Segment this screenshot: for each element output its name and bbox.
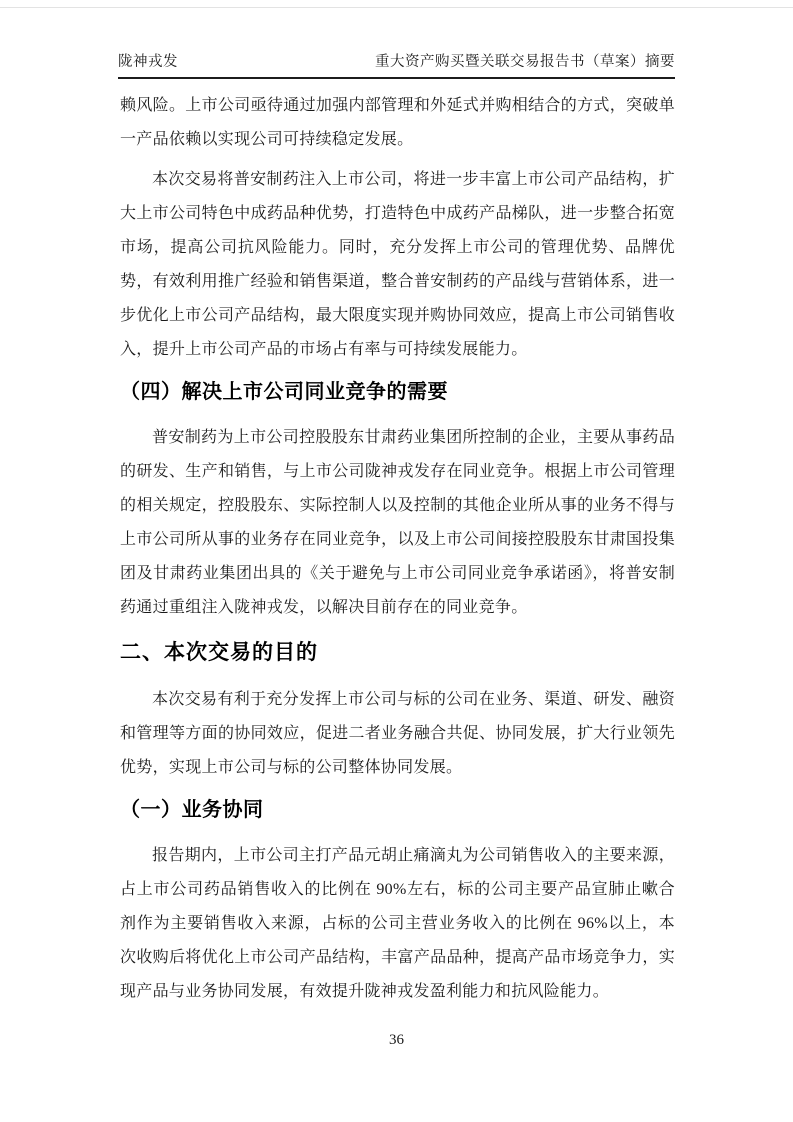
header-company-name: 陇神戎发 xyxy=(118,54,178,70)
body-paragraph: 普安制药为上市公司控股股东甘肃药业集团所控制的企业，主要从事药品的研发、生产和销售，与上市公司陇神戎发存在同业竞争。根据上市公司管理的相关规定，控股股东、实际控制人以及控制的其他企业所从事的业务不得与上市公司所从事的业务存在同业竞争，以及上市公司间接控股股东甘肃国投集团及甘肃药业集团出具的《关于避免与上市公司同业竞争承诺函》，将普安制药通过重组注入陇神戎发，以解决目前存在的同业竞争。 xyxy=(120,429,675,616)
page-edge-artifact xyxy=(0,7,793,8)
body-paragraph: 本次交易有利于充分发挥上市公司与标的公司在业务、渠道、研发、融资和管理等方面的协同效应，促进二者业务融合共促、协同发展，扩大行业领先优势，实现上市公司与标的公司整体协同发展。 xyxy=(120,691,675,776)
header-document-title: 重大资产购买暨关联交易报告书（草案）摘要 xyxy=(375,54,675,70)
body-paragraph-continued: 赖风险。上市公司亟待通过加强内部管理和外延式并购相结合的方式，突破单一产品依赖以实现公司可持续稳定发展。 xyxy=(120,97,675,148)
document-body xyxy=(120,89,675,1015)
section-heading-4-resolve-competition: （四）解决上市公司同业竞争的需要 xyxy=(120,381,448,403)
body-paragraph: 报告期内，上市公司主打产品元胡止痛滴丸为公司销售收入的主要来源，占上市公司药品销售收入的比例在 90%左右，标的公司主要产品宣肺止嗽合剂作为主要销售收入来源，占标的公司主营业务收入的比例在 96%以上，本次收购后将优化上市公司产品结构，丰富产品品种，提高产品市场竞争力，实现产品与业务协同发展，有效提升陇神戎发盈利能力和抗风险能力。 xyxy=(120,847,675,1000)
running-header xyxy=(118,50,675,79)
section-heading-1-business-synergy: （一）业务协同 xyxy=(120,799,264,821)
body-paragraph: 本次交易将普安制药注入上市公司，将进一步丰富上市公司产品结构，扩大上市公司特色中成药品种优势，打造特色中成药产品梯队，进一步整合拓宽市场，提高公司抗风险能力。同时，充分发挥上市公司的管理优势、品牌优势，有效利用推广经验和销售渠道，整合普安制药的产品线与营销体系，进一步优化上市公司产品结构，最大限度实现并购协同效应，提高上市公司销售收入，提升上市公司产品的市场占有率与可持续发展能力。 xyxy=(120,171,675,358)
page-number: 36 xyxy=(389,1032,404,1048)
chapter-heading-2-transaction-purpose: 二、本次交易的目的 xyxy=(120,641,318,664)
